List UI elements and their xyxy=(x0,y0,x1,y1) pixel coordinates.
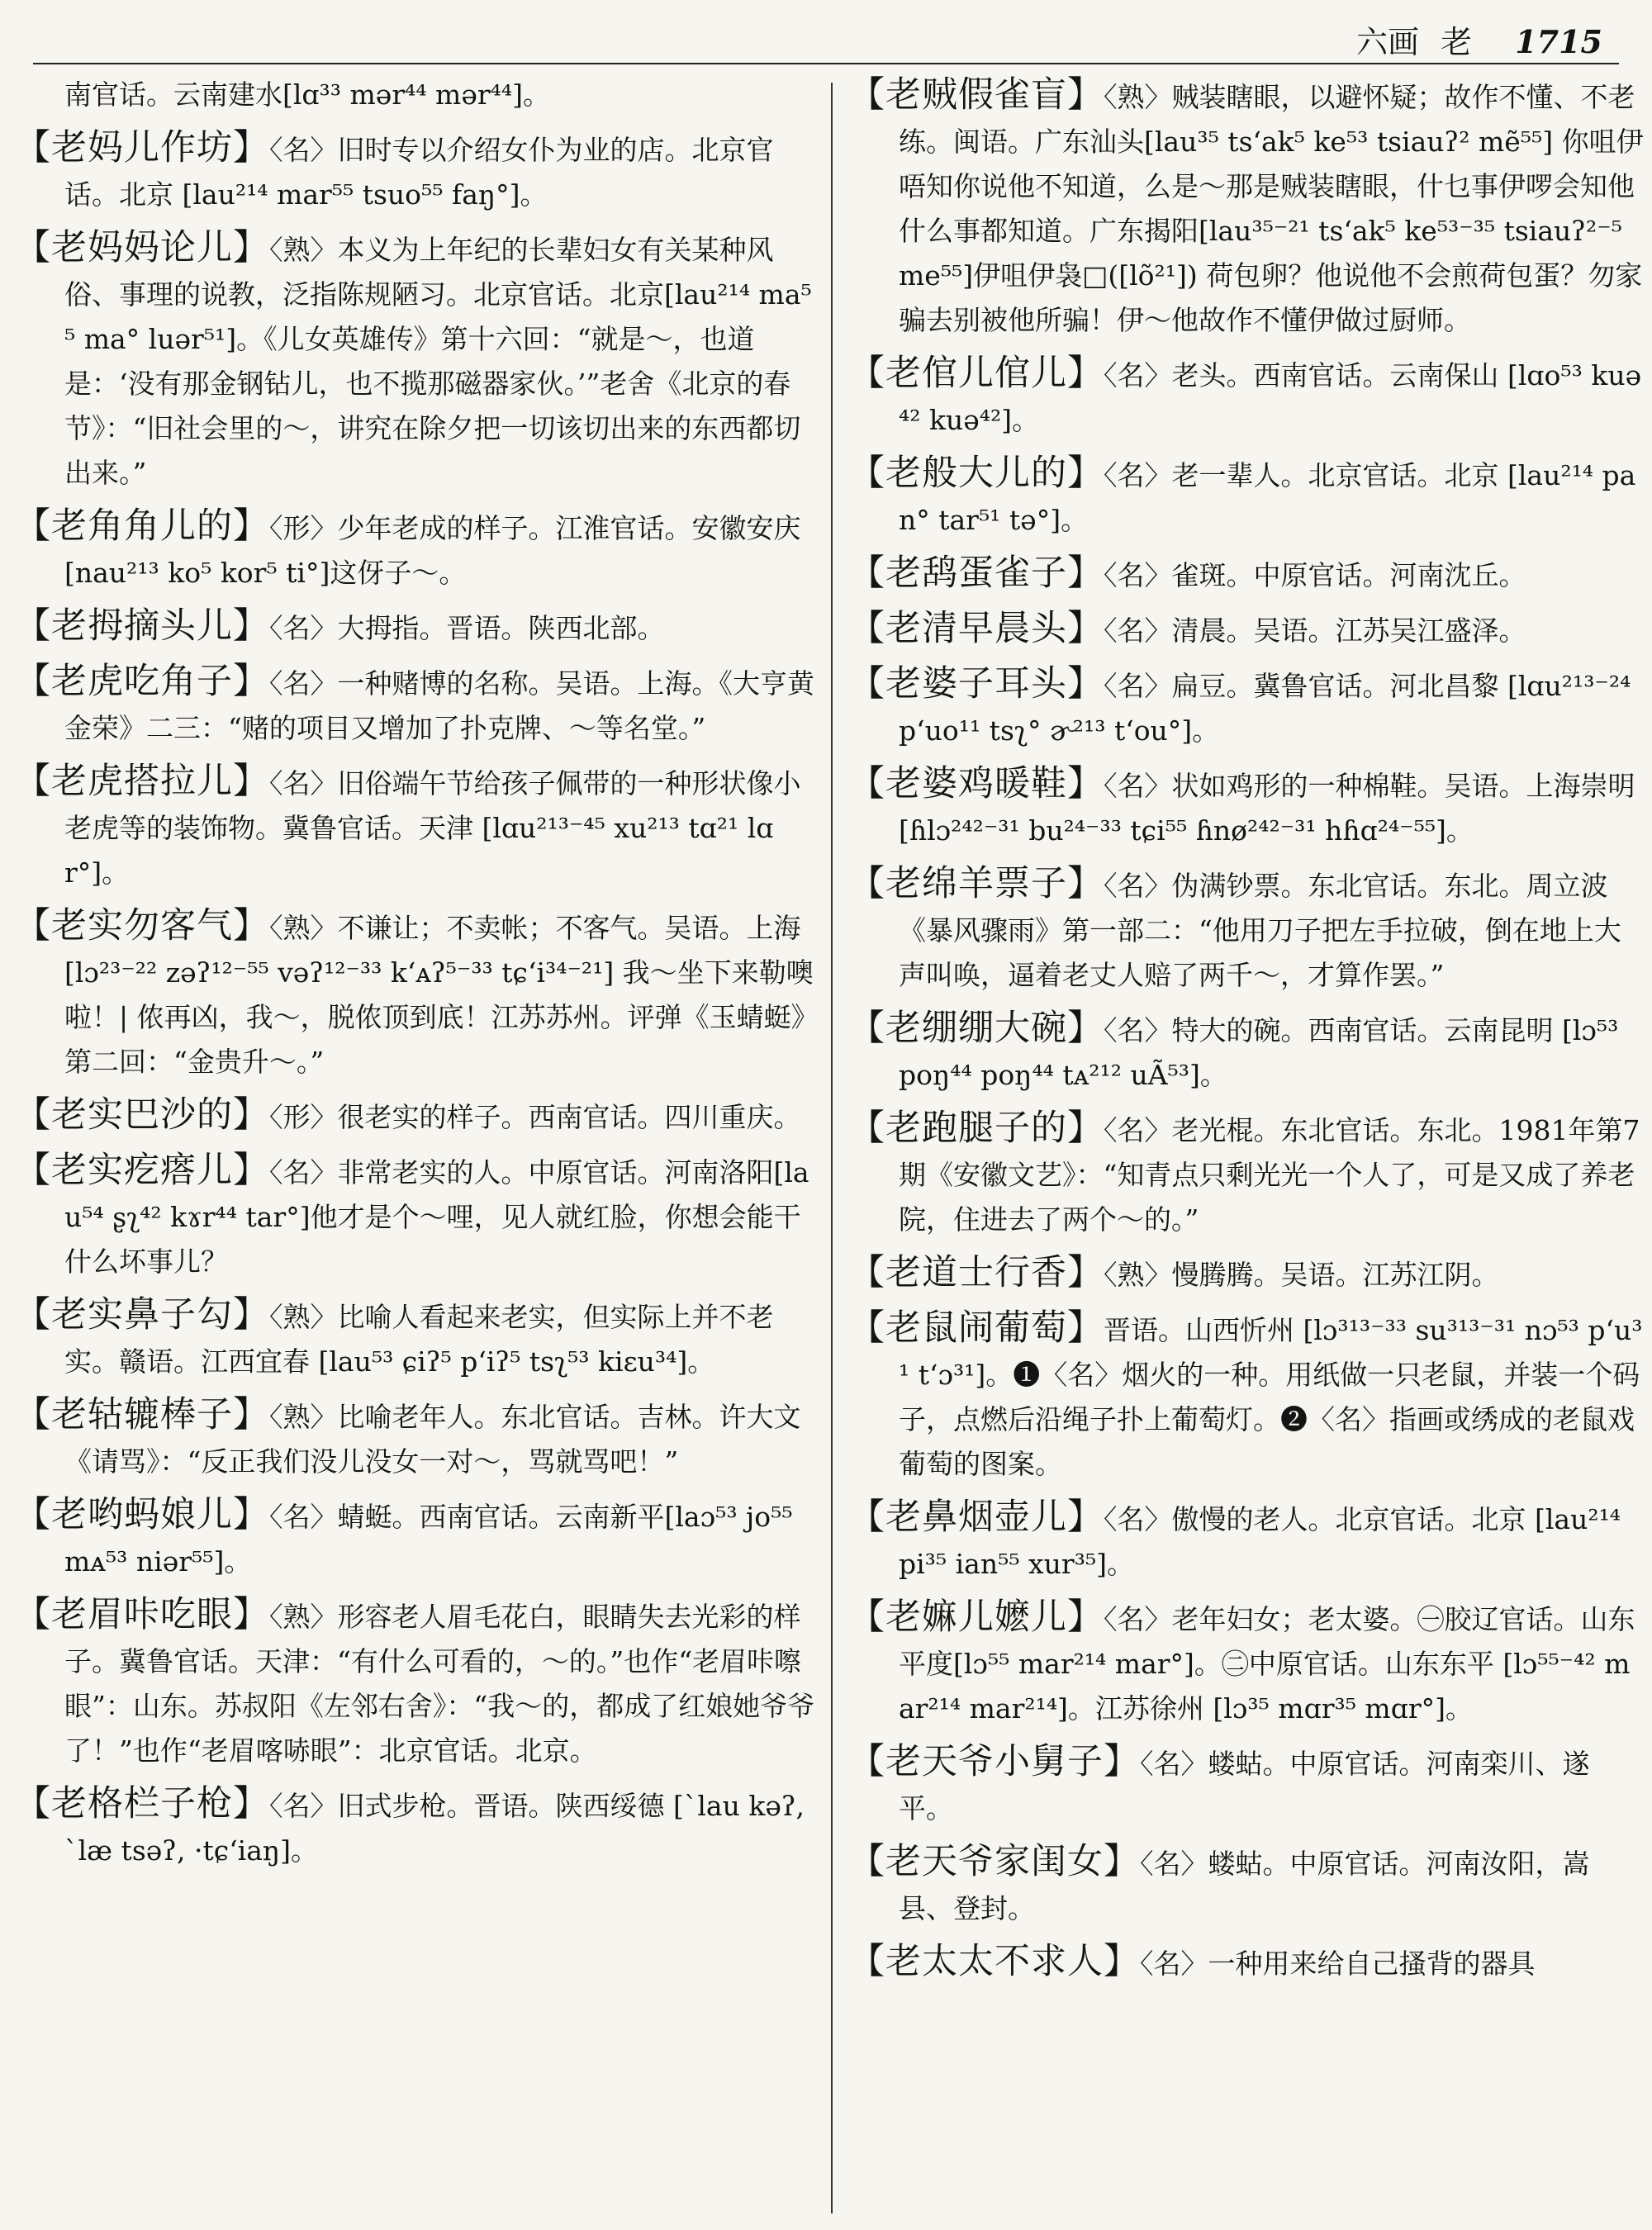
dictionary-entry xyxy=(849,73,1644,343)
entry-definition: 〈名〉旧俗端午节给孩子佩带的一种形状像小老虎等的装饰物。冀鲁官话。天津 [lɑu²¹³⁻⁴⁵ xu²¹³ tɑ²¹ lɑr°]。 xyxy=(64,767,801,889)
entry-definition: 〈名〉蝼蛄。中原官话。河南栾川、遂平。 xyxy=(899,1748,1590,1824)
entry-headword: 【老实巴沙的】 xyxy=(15,1094,269,1136)
entry-headword: 【老虎吃角子】 xyxy=(15,661,269,702)
entry-headword: 【老实鼻子勾】 xyxy=(15,1294,269,1336)
dictionary-entry xyxy=(849,351,1644,443)
entry-headword: 【老倌儿倌儿】 xyxy=(849,353,1104,394)
continuation-text: 南官话。云南建水[lɑ³³ mər⁴⁴ mər⁴⁴]。 xyxy=(64,78,550,111)
entry-headword: 【老鸹蛋雀子】 xyxy=(849,553,1104,594)
dictionary-entry xyxy=(849,451,1644,543)
page-number: 1715 xyxy=(1515,23,1602,60)
entry-headword: 【老天爷家闺女】 xyxy=(849,1841,1140,1882)
entry-headword: 【老角角儿的】 xyxy=(15,505,269,547)
running-header xyxy=(1345,17,1602,62)
entry-definition: 〈熟〉比喻老年人。东北官话。吉林。许大文《请骂》：“反正我们没儿没女一对～，骂就骂吧！” xyxy=(64,1401,801,1478)
entry-headword: 【老哟蚂娘儿】 xyxy=(15,1494,269,1535)
entry-definition: 〈名〉老一辈人。北京官话。北京 [lau²¹⁴ pan° tar⁵¹ tə°]。 xyxy=(899,459,1636,536)
entry-headword: 【老婆鸡暖鞋】 xyxy=(849,763,1104,804)
dictionary-entry xyxy=(849,1939,1644,1986)
entry-definition: 〈名〉清晨。吴语。江苏吴江盛泽。 xyxy=(1104,614,1526,647)
entry-definition: 〈名〉老头。西南官话。云南保山 [lɑo⁵³ kuə⁴² kuə⁴²]。 xyxy=(899,359,1642,436)
entry-definition: 〈熟〉贼装瞎眼，以避怀疑；故作不懂、不老练。闽语。广东汕头[lau³⁵ ts‘ak⁵ ke⁵³ tsiauʔ² mẽ⁵⁵] 你咀伊唔知你说他不知道，么是～那是贼装瞎眼，什乜事伊啰会知他什么事都知道。广东揭阳[lau³⁵⁻²¹ ts‘ak⁵ ke⁵³⁻³⁵ tsiauʔ²⁻⁵ me⁵⁵]伊咀伊袅□([lõ²¹]) 荷包卵？他说他不会煎荷包蛋？勿家骗去别被他所骗！伊～他故作不懂伊做过厨师。 xyxy=(899,81,1644,336)
entry-definition: 〈名〉老年妇女；老太婆。㊀胶辽官话。山东平度[lɔ⁵⁵ mar²¹⁴ mar°]。㊁中原官话。山东东平 [lɔ⁵⁵⁻⁴² mar²¹⁴ mar²¹⁴]。江苏徐州 [lɔ³⁵ mɑr³⁵ mɑr°]。 xyxy=(899,1603,1635,1725)
entry-definition: 晋语。山西忻州 [lɔ³¹³⁻³³ su³¹³⁻³¹ nɔ⁵³ p‘u³¹ t‘ɔ³¹]。❶〈名〉烟火的一种。用纸做一只老鼠，并装一个码子，点燃后沿绳子扑上葡萄灯。❷〈名〉指画或绣成的老鼠戏葡萄的图案。 xyxy=(899,1314,1643,1480)
dictionary-entry xyxy=(849,1595,1644,1731)
entry-definition: 〈形〉少年老成的样子。江淮官话。安徽安庆[nau²¹³ ko⁵ kor⁵ ti°]这伢子～。 xyxy=(64,512,801,589)
dictionary-entry xyxy=(15,126,816,217)
entry-headword: 【老鼠闹葡萄】 xyxy=(849,1307,1104,1349)
left-column xyxy=(15,73,816,2213)
entry-headword: 【老贼假雀盲】 xyxy=(849,74,1104,116)
dictionary-entry xyxy=(15,659,816,751)
entry-definition: 〈名〉扁豆。冀鲁官话。河北昌黎 [lɑu²¹³⁻²⁴ p‘uo¹¹ tsʅ° ɚ²¹³ t‘ou°]。 xyxy=(899,670,1631,747)
dictionary-entry xyxy=(15,1293,816,1384)
dictionary-entry xyxy=(849,1495,1644,1587)
entry-headword: 【老天爷小舅子】 xyxy=(849,1741,1140,1782)
entry-definition: 〈名〉特大的碗。西南官话。云南昆明 [lɔ⁵³ poŋ⁴⁴ poŋ⁴⁴ tᴀ²¹² uÃ⁵³]。 xyxy=(899,1014,1619,1091)
entry-definition: 〈名〉雀斑。中原官话。河南沈丘。 xyxy=(1104,559,1526,591)
entry-headword: 【老绷绷大碗】 xyxy=(849,1008,1104,1049)
entry-headword: 【老拇摘头儿】 xyxy=(15,605,269,647)
dictionary-entry xyxy=(15,1393,816,1484)
entry-headword: 【老虎搭拉儿】 xyxy=(15,761,269,802)
entry-headword: 【老妈儿作坊】 xyxy=(15,127,269,168)
entry-definition: 〈熟〉本义为上年纪的长辈妇女有关某种风俗、事理的说教，泛指陈规陋习。北京官话。北京[lau²¹⁴ ma⁵⁵ ma° luər⁵¹]。《儿女英雄传》第十六回：“就是～，也道是：‘没有那金钢钻儿，也不揽那磁器家伙。’”老舍《北京的春节》：“旧社会里的～，讲究在除夕把一切该切出来的东西都切出来。” xyxy=(64,234,812,489)
header-char: 老 xyxy=(1441,24,1473,60)
entry-headword: 【老绵羊票子】 xyxy=(849,863,1104,904)
dictionary-entry xyxy=(849,861,1644,998)
entry-definition: 〈名〉傲慢的老人。北京官话。北京 [lau²¹⁴ pi³⁵ ian⁵⁵ xur³⁵]。 xyxy=(899,1503,1621,1580)
entry-definition: 〈名〉一种赌博的名称。吴语。上海。《大亨黄金荣》二三：“赌的项目又增加了扑克牌、～等名堂。” xyxy=(64,667,814,744)
entry-headword: 【老清早晨头】 xyxy=(849,608,1104,649)
entry-definition: 〈熟〉形容老人眉毛花白，眼睛失去光彩的样子。冀鲁官话。天津：“有什么可看的，～的。”也作“老眉咔嚓眼”：山东。苏叔阳《左邻右舍》：“我～的，都成了红娘她爷爷了！”也作“老眉喀哧眼”：北京官话。北京。 xyxy=(64,1601,815,1767)
entry-headword: 【老嫲儿嬷儿】 xyxy=(849,1597,1104,1638)
dictionary-entry xyxy=(849,1306,1644,1487)
dictionary-entry xyxy=(849,1106,1644,1242)
entry-definition: 〈名〉老光棍。东北官话。东北。1981年第7期《安徽文艺》：“知青点只剩光光一个人了，可是又成了养老院，住进去了两个～的。” xyxy=(899,1114,1640,1236)
entry-headword: 【老跑腿子的】 xyxy=(849,1108,1104,1149)
dictionary-entry xyxy=(15,1492,816,1584)
entry-headword: 【老眉咔吃眼】 xyxy=(15,1594,269,1635)
dictionary-entry xyxy=(15,1148,816,1284)
entry-headword: 【老鼻烟壶儿】 xyxy=(849,1497,1104,1538)
dictionary-entry xyxy=(849,762,1644,853)
dictionary-entry xyxy=(849,1739,1644,1831)
entry-definition: 〈名〉旧式步枪。晋语。陕西绥德 [ˋlau kəʔ, ˋlæ tsəʔ, ·tɕ‘iaŋ]。 xyxy=(64,1790,805,1867)
entry-definition: 〈名〉非常老实的人。中原官话。河南洛阳[lau⁵⁴ ʂʅ⁴² kɤr⁴⁴ tar°]他才是个～哩，见人就红脸，你想会能干什么坏事儿？ xyxy=(64,1156,809,1278)
entry-headword: 【老实勿客气】 xyxy=(15,905,269,947)
dictionary-entry xyxy=(15,225,816,496)
header-section: 六画 xyxy=(1356,24,1420,60)
dictionary-entry xyxy=(849,1006,1644,1098)
dictionary-entry xyxy=(15,1592,816,1773)
dictionary-entry xyxy=(849,606,1644,653)
entry-definition: 〈名〉伪满钞票。东北官话。东北。周立波《暴风骤雨》第一部二：“他用刀子把左手拉破，倒在地上大声叫唤，逼着老丈人赔了两千～，才算作罢。” xyxy=(899,870,1621,991)
dictionary-entry xyxy=(15,504,816,595)
entry-definition: 〈熟〉比喻人看起来老实，但实际上并不老实。赣语。江西宜春 [lau⁵³ ɕiʔ⁵ p‘iʔ⁵ tsʅ⁵³ kiɛu³⁴]。 xyxy=(64,1301,774,1378)
right-column xyxy=(849,73,1644,2213)
entry-definition: 〈名〉一种用来给自己搔背的器具 xyxy=(1140,1948,1536,1980)
dictionary-entry xyxy=(15,759,816,895)
header-rule xyxy=(33,63,1619,64)
dictionary-entry xyxy=(849,662,1644,753)
entry-definition: 〈名〉蜻蜓。西南官话。云南新平[laɔ⁵³ jo⁵⁵ mᴀ⁵³ niər⁵⁵]。 xyxy=(64,1501,793,1578)
entry-definition: 〈名〉状如鸡形的一种棉鞋。吴语。上海崇明[ɦlɔ²⁴²⁻³¹ bu²⁴⁻³³ tɕi⁵⁵ ɦnø²⁴²⁻³¹ hɦɑ²⁴⁻⁵⁵]。 xyxy=(899,770,1635,847)
entry-headword: 【老般大儿的】 xyxy=(849,453,1104,494)
entry-headword: 【老格栏子枪】 xyxy=(15,1783,269,1824)
dictionary-entry xyxy=(15,904,816,1084)
entry-headword: 【老太太不求人】 xyxy=(849,1941,1140,1982)
dictionary-entry xyxy=(849,551,1644,598)
entry-definition: 〈熟〉慢腾腾。吴语。江苏江阴。 xyxy=(1104,1259,1499,1291)
entry-headword: 【老实疙瘩儿】 xyxy=(15,1150,269,1191)
entry-definition: 〈形〉很老实的样子。西南官话。四川重庆。 xyxy=(269,1101,801,1133)
dictionary-entry xyxy=(15,1093,816,1140)
entry-definition: 〈名〉蝼蛄。中原官话。河南汝阳，嵩县、登封。 xyxy=(899,1848,1590,1924)
entry-headword: 【老轱辘棒子】 xyxy=(15,1394,269,1435)
entry-definition: 〈名〉大拇指。晋语。陕西北部。 xyxy=(269,612,665,644)
entry-headword: 【老道士行香】 xyxy=(849,1252,1104,1293)
dictionary-entry xyxy=(15,1782,816,1873)
dictionary-entry xyxy=(849,1250,1644,1298)
entry-definition: 〈名〉旧时专以介绍女仆为业的店。北京官话。北京 [lau²¹⁴ mar⁵⁵ tsuo⁵⁵ faŋ°]。 xyxy=(64,134,774,211)
dictionary-entry xyxy=(849,1839,1644,1931)
dictionary-entry xyxy=(15,604,816,651)
entry-definition: 〈熟〉不谦让；不卖帐；不客气。吴语。上海 [lɔ²³⁻²² zəʔ¹²⁻⁵⁵ vəʔ¹²⁻³³ k‘ᴀʔ⁵⁻³³ tɕ‘i³⁴⁻²¹] 我～坐下来勒噢啦！| 侬再凶，我～，脱侬顶到底！江苏苏州。评弹《玉蜻蜓》第二回：“金贵升～。” xyxy=(64,912,814,1078)
entry-headword: 【老婆子耳头】 xyxy=(849,663,1104,705)
entry-headword: 【老妈妈论儿】 xyxy=(15,227,269,268)
column-divider xyxy=(831,83,833,2213)
